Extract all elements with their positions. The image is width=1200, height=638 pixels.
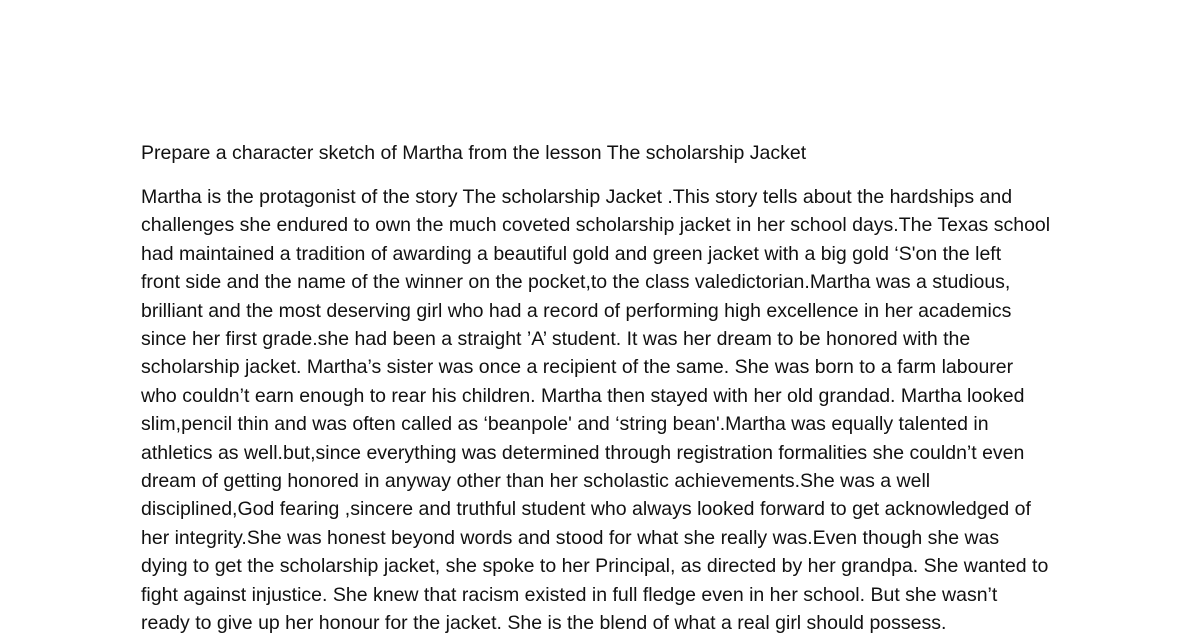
body-line: ready to give up her honour for the jacket. She is the blend of what a real girl should possess. <box>141 612 947 635</box>
body-line: dream of getting honored in anyway other than her scholastic achievements.She was a well <box>141 470 931 493</box>
body-line: since her first grade.she had been a straight ’A’ student. It was her dream to be honored with the <box>141 328 971 351</box>
body-line: fight against injustice. She knew that racism existed in full fledge even in her school. But she wasn’t <box>141 583 998 606</box>
body-line: disciplined,God fearing ,sincere and truthful student who always looked forward to get acknowledged of <box>141 498 1031 521</box>
body-line: challenges she endured to own the much coveted scholarship jacket in her school days.The Texas school <box>141 214 1051 237</box>
body-line: who couldn’t earn enough to rear his children. Martha then stayed with her old grandad. Martha looked <box>141 384 1025 407</box>
body-line: front side and the name of the winner on the pocket,to the class valedictorian.Martha was a studious, <box>141 271 1011 294</box>
document-body <box>141 183 1071 638</box>
body-line: scholarship jacket. Martha’s sister was once a recipient of the same. She was born to a farm labourer <box>141 356 1014 379</box>
body-line: Martha is the protagonist of the story The scholarship Jacket .This story tells about the hardships and <box>141 186 1013 208</box>
body-line: her integrity.She was honest beyond words and stood for what she really was.Even though she was <box>141 526 1000 549</box>
document-page <box>141 140 1071 638</box>
document-title: Prepare a character sketch of Martha from the lesson The scholarship Jacket <box>141 142 807 164</box>
body-line: brilliant and the most deserving girl who had a record of performing high excellence in her academics <box>141 299 1012 322</box>
body-line: athletics as well.but,since everything was determined through registration formalities she couldn’t even <box>141 441 1025 464</box>
body-line: had maintained a tradition of awarding a beautiful gold and green jacket with a big gold ‘S'on the left <box>141 242 1002 265</box>
body-line: dying to get the scholarship jacket, she spoke to her Principal, as directed by her grandpa. She wanted to <box>141 555 1049 578</box>
body-line: slim,pencil thin and was often called as ‘beanpole' and ‘string bean'.Martha was equally talented in <box>141 413 989 436</box>
